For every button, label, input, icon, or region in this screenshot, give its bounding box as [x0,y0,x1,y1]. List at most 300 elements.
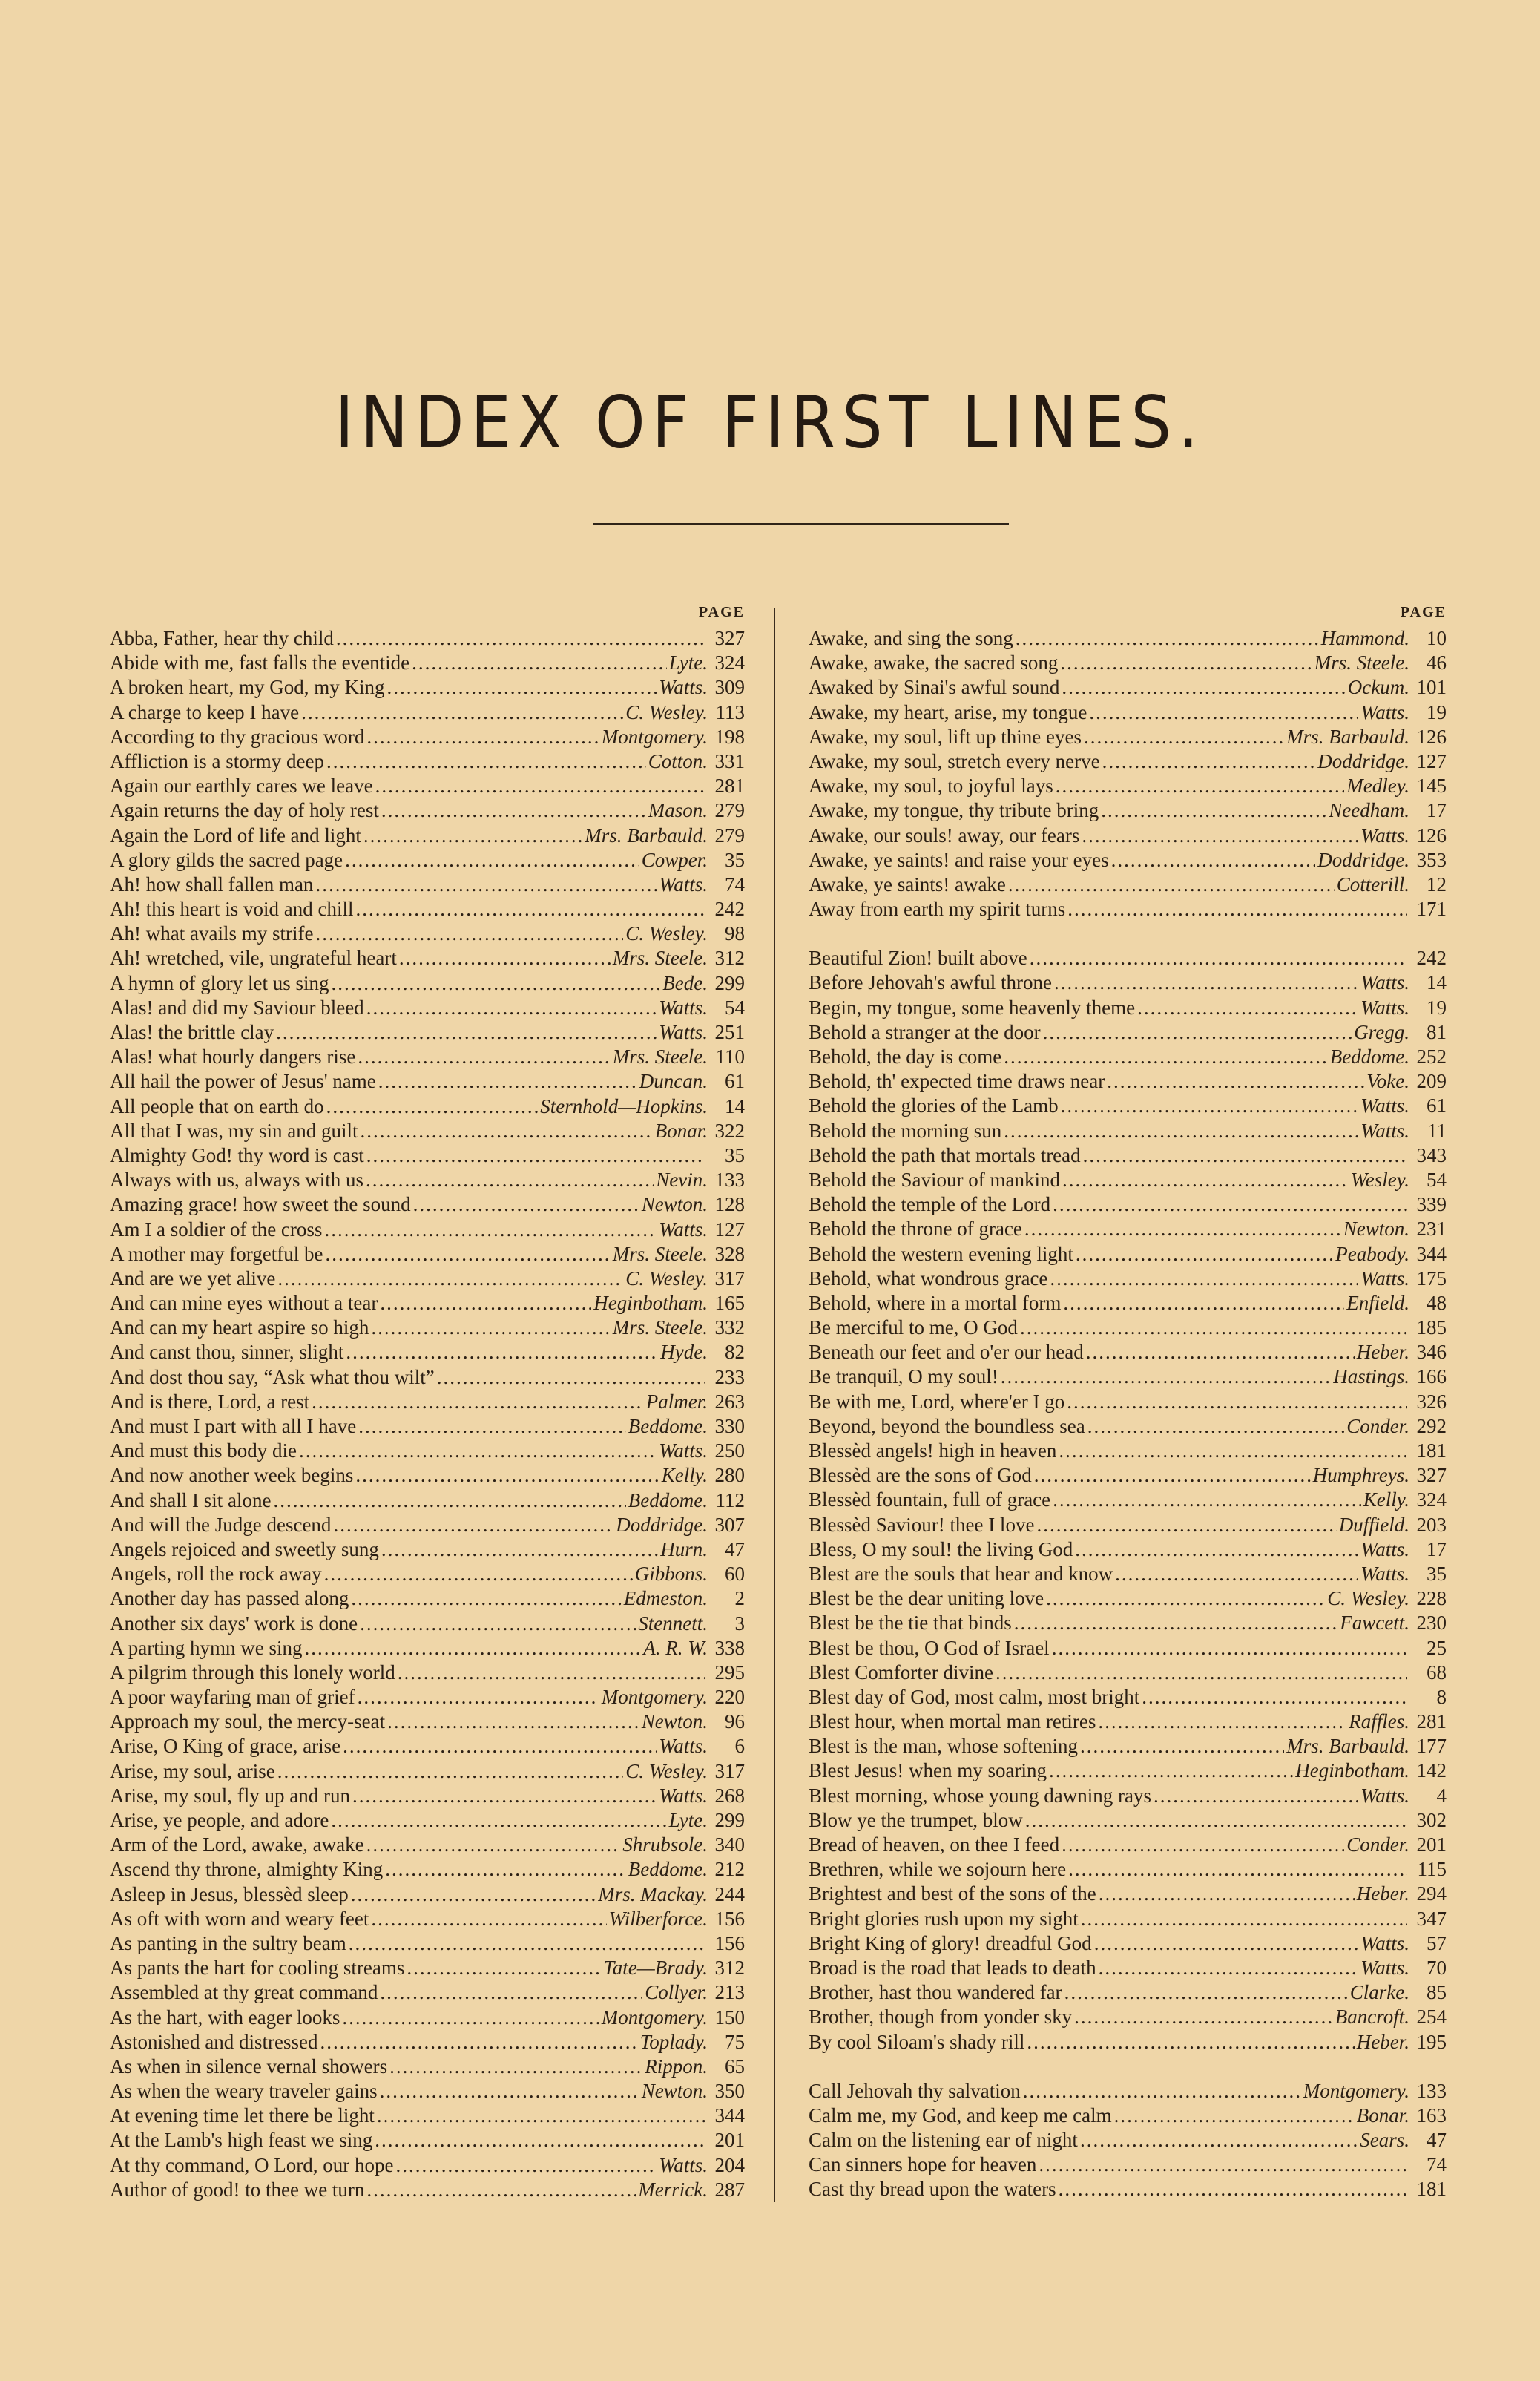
dot-leader [355,1463,659,1488]
author-name: Watts. [659,1784,708,1807]
first-line: And shall I sit alone [110,1488,272,1511]
first-line: Blest is the man, whose softening [809,1735,1078,1758]
dot-leader [360,1612,636,1636]
author-name: Watts. [1360,1094,1409,1117]
first-line: Blest be the tie that binds [809,1612,1012,1635]
page-number: 65 [725,2055,745,2078]
first-line: Calm on the listening ear of night [809,2129,1078,2152]
dot-leader [1061,1094,1359,1118]
first-line: All that I was, my sin and guilt [110,1119,358,1142]
page-number: 25 [1427,1636,1447,1659]
index-entry [809,1390,1447,1414]
first-line: Blessèd are the sons of God [809,1464,1032,1487]
dot-leader [333,1513,613,1537]
first-line: Behold the Saviour of mankind [809,1168,1060,1191]
first-line: Blest are the souls that hear and know [809,1562,1113,1585]
dot-leader [1014,1611,1338,1635]
page-number: 299 [714,1809,745,1831]
index-entry [110,1710,745,1734]
author-name: Sears. [1360,2129,1409,2152]
dot-leader [407,1956,601,1980]
dot-leader [437,1365,705,1390]
page-number: 46 [1427,651,1447,674]
page-number: 198 [714,725,745,748]
dot-leader [315,873,657,897]
dot-leader [360,1119,652,1143]
index-entry [809,1562,1447,1586]
author-name: Watts. [1360,700,1409,723]
page-number: 11 [1427,1119,1447,1142]
dot-leader [1082,824,1358,848]
dot-leader [366,996,657,1020]
dot-leader [1067,1390,1407,1414]
dot-leader [304,1636,641,1661]
first-line: Alas! and did my Saviour bleed [110,996,364,1019]
page-number: 74 [1427,2153,1447,2176]
page-number: 96 [725,1710,745,1733]
dot-leader [1008,873,1335,897]
author-name: Toplady. [639,2030,708,2053]
page-number: 281 [1416,1710,1447,1733]
first-line: A mother may forgetful be [110,1242,323,1265]
page-column-heading: PAGE [1400,604,1447,620]
dot-leader [1076,1242,1333,1267]
page-number: 35 [725,848,745,871]
index-entry [110,1612,745,1636]
dot-leader [1053,1192,1407,1217]
first-line: Awake, our souls! away, our fears [809,824,1080,847]
page-number: 156 [714,1931,745,1954]
page-number: 48 [1427,1291,1447,1314]
author-name: Kelly. [1363,1488,1409,1511]
author-name: Beddome. [628,1858,708,1881]
author-name: Newton. [641,1710,708,1733]
first-line: Abide with me, fast falls the eventide [110,651,410,674]
dot-leader [363,824,582,848]
dot-leader [1062,1833,1344,1857]
author-name: Montgomery. [1303,2079,1409,2102]
dot-leader [277,1759,624,1784]
author-name: Watts. [659,873,708,896]
author-name: Needham. [1329,799,1409,822]
author-name: Mrs. Barbauld. [1286,725,1409,748]
page-number: 317 [714,1759,745,1782]
index-entry [809,1808,1447,1833]
index-entry [809,1661,1447,1685]
dot-leader [331,1808,666,1833]
index-entry [809,1020,1447,1045]
author-name: Doddridge. [1317,749,1409,772]
first-line: Angels, roll the rock away [110,1563,322,1586]
dot-leader [1137,996,1358,1020]
dot-leader [1059,2177,1407,2201]
dot-leader [1049,1758,1293,1783]
author-name: Doddridge. [616,1513,708,1536]
dot-leader [1114,2104,1355,2128]
first-line: Brother, hast thou wandered far [809,1981,1062,2004]
author-name: Hurn. [660,1537,708,1560]
dot-leader [1052,1636,1407,1661]
first-line: Can sinners hope for heaven [809,2153,1037,2176]
first-line: Begin, my tongue, some heavenly theme [809,996,1136,1019]
author-name: Bancroft. [1335,2006,1409,2029]
dot-leader [325,1242,610,1267]
dot-leader [349,1931,705,1956]
author-name: Watts. [1360,1119,1409,1142]
dot-leader [1081,1907,1407,1931]
first-line: Approach my soul, the mercy-seat [110,1710,386,1733]
index-entry [110,1242,745,1267]
dot-leader [1001,1364,1331,1389]
left-column [110,604,745,2202]
dot-leader [345,848,639,873]
dot-leader [315,922,623,946]
page-number: 339 [1416,1193,1447,1216]
dot-leader [1083,1143,1407,1168]
author-name: Stennett. [638,1612,708,1635]
author-name: Kelly. [661,1464,708,1487]
page-number: 47 [1427,2129,1447,2152]
index-entry [110,675,745,700]
dot-leader [320,2030,637,2055]
author-name: Hyde. [660,1341,708,1364]
first-line: And can my heart aspire so high [110,1316,369,1339]
index-entry [809,1364,1447,1389]
dot-leader [277,1267,623,1291]
index-entry [809,1192,1447,1217]
page-number: 195 [1416,2030,1447,2053]
index-entry [110,996,745,1020]
index-entry [809,1956,1447,1980]
first-line: Awake, my soul, lift up thine eyes [809,725,1082,748]
page-number: 213 [714,1981,745,2004]
dot-leader [1027,2030,1354,2055]
author-name: C. Wesley. [1327,1587,1409,1610]
author-name: Mrs. Barbauld. [1286,1735,1409,1758]
author-name: Watts. [1360,1562,1409,1585]
dot-leader [1062,1168,1349,1192]
index-entry [110,946,745,971]
page-number: 61 [725,1070,745,1093]
first-line: Arise, ye people, and adore [110,1809,329,1831]
dot-leader [378,1069,637,1094]
index-entry [110,2178,745,2202]
index-entry [110,2079,745,2104]
dot-leader [366,1143,705,1168]
author-name: Watts. [1360,1784,1409,1807]
page-number: 17 [1427,1537,1447,1560]
index-entry [809,798,1447,823]
author-name: C. Wesley. [625,1267,708,1290]
page-number: 220 [714,1686,745,1709]
first-line: Blest Jesus! when my soaring [809,1759,1047,1782]
page-number: 344 [714,2104,745,2127]
page-number: 228 [1416,1587,1447,1610]
dot-leader [1046,1586,1325,1611]
page-number: 346 [1416,1341,1447,1364]
dot-leader [1020,1316,1407,1340]
author-name: Shrubsole. [622,1833,708,1856]
page-title: INDEX OF FIRST LINES. [335,381,1205,464]
index-entry [110,1980,745,2005]
dot-leader [1080,2128,1358,2152]
page-number: 17 [1427,799,1447,822]
index-entry [110,2006,745,2030]
index-entry [110,1759,745,1784]
index-entry [110,897,745,922]
page-number: 250 [714,1439,745,1462]
author-name: Watts. [659,676,708,699]
first-line: Bright glories rush upon my sight [809,1907,1079,1930]
first-line: Beyond, beyond the boundless sea [809,1414,1085,1437]
author-name: Mason. [648,799,708,822]
author-name: Montgomery. [601,2006,708,2029]
author-name: C. Wesley. [625,700,708,723]
dot-leader [1056,774,1345,798]
first-line: According to thy gracious word [110,725,365,748]
page-number: 3 [734,1612,745,1635]
index-entry [809,1316,1447,1340]
index-entry [809,824,1447,848]
first-line: A charge to keep I have [110,700,300,723]
page-number: 324 [1416,1488,1447,1511]
page-number: 74 [725,873,745,896]
first-line: Behold the throne of grace [809,1218,1022,1241]
dot-leader [352,1784,657,1808]
author-name: Palmer. [645,1390,708,1413]
dot-leader [324,1218,657,1242]
page-number: 150 [714,2006,745,2029]
first-line: Arise, O King of grace, arise [110,1735,341,1758]
first-line: Blest Comforter divine [809,1661,993,1684]
first-line: And must I part with all I have [110,1415,357,1437]
index-entry [809,1045,1447,1069]
author-name: Cowper. [641,848,708,871]
page-number: 175 [1416,1267,1447,1290]
first-line: And now another week begins [110,1464,354,1487]
author-name: Watts. [659,1021,708,1043]
author-name: Enfield. [1346,1291,1409,1314]
author-name: Watts. [1360,971,1409,994]
author-name: Bonar. [1356,2104,1409,2127]
index-entry [809,1094,1447,1118]
page-number: 331 [714,749,745,772]
author-name: Merrick. [638,2178,708,2201]
index-entry [809,971,1447,995]
first-line: Beneath our feet and o'er our head [809,1341,1084,1364]
first-line: Arise, my soul, arise [110,1759,275,1782]
dot-leader [1099,1882,1355,1906]
author-name: Watts. [659,2153,708,2176]
index-entry [110,1808,745,1833]
author-name: Watts. [1360,824,1409,847]
author-name: Mrs. Steele. [1314,651,1409,674]
dot-leader [385,1857,626,1882]
first-line: Author of good! to thee we turn [110,2178,365,2201]
dot-leader [399,946,611,971]
page-number: 328 [714,1242,745,1265]
page-number: 126 [1416,725,1447,748]
index-entry [809,774,1447,798]
first-line: And canst thou, sinner, slight [110,1341,344,1364]
author-name: A. R. W. [643,1636,708,1659]
page-number: 242 [1416,947,1447,970]
dot-leader [1004,1045,1328,1069]
first-line: And will the Judge descend [110,1513,332,1536]
first-line: Angels rejoiced and sweetly sung [110,1537,379,1560]
dot-leader [1050,1267,1358,1291]
page-number: 128 [714,1193,745,1216]
page-number: 113 [715,700,745,723]
page-number: 312 [714,1957,745,1980]
page-number: 165 [714,1292,745,1315]
first-line: All hail the power of Jesus' name [110,1070,376,1093]
first-line: Ascend thy throne, almighty King [110,1858,384,1881]
first-line: Abba, Father, hear thy child [110,627,334,649]
page-number: 171 [1416,898,1447,921]
first-line: Behold, where in a mortal form [809,1291,1062,1314]
index-entry [110,1119,745,1143]
index-entry [110,1316,745,1340]
index-entry [110,1143,745,1168]
first-line: Blest morning, whose young dawning rays [809,1784,1151,1807]
dot-leader [358,1045,610,1069]
page-number: 338 [714,1636,745,1659]
first-line: As oft with worn and weary feet [110,1907,369,1930]
dot-leader [381,798,646,823]
page-number: 322 [714,1119,745,1142]
index-entry [110,2030,745,2055]
author-name: Watts. [1360,1931,1409,1954]
index-entry [809,946,1447,971]
index-entry [110,725,745,749]
author-name: Watts. [1360,996,1409,1019]
first-line: Be tranquil, O my soul! [809,1365,998,1388]
first-line: As the hart, with eager looks [110,2006,340,2029]
page-number: 142 [1416,1759,1447,1782]
first-line: Behold the western evening light [809,1242,1073,1265]
dot-leader [1039,2152,1407,2177]
first-line: Blest be thou, O God of Israel [809,1636,1050,1659]
dot-leader [1101,798,1326,823]
index-entry [809,725,1447,749]
first-line: Behold, th' expected time draws near [809,1070,1105,1093]
index-entry [110,2055,745,2079]
first-line: Brethren, while we sojourn here [809,1858,1067,1881]
page-number: 112 [715,1488,745,1511]
index-entry [110,971,745,996]
index-entry [110,873,745,897]
dot-leader [1098,1710,1346,1734]
dot-leader [996,1661,1407,1685]
first-line: Bright King of glory! dreadful God [809,1931,1092,1954]
author-name: Heginbotham. [593,1292,708,1315]
index-entry [809,700,1447,725]
index-entry [110,1562,745,1586]
index-entry [110,1513,745,1537]
index-entry [110,1857,745,1882]
page-number: 251 [714,1021,745,1043]
index-entry [110,2128,745,2152]
page-number: 68 [1427,1661,1447,1684]
page-number: 307 [714,1513,745,1536]
dot-leader [1023,2079,1301,2104]
first-line: Call Jehovah thy salvation [809,2079,1021,2102]
page-number: 12 [1427,873,1447,896]
dot-leader [299,1439,657,1463]
page-number: 244 [714,1882,745,1905]
dot-leader [1053,1488,1361,1512]
author-name: Mrs. Mackay. [598,1882,708,1905]
page-number: 326 [1416,1390,1447,1413]
author-name: Medley. [1346,775,1409,798]
dot-leader [358,1685,599,1710]
first-line: Again returns the day of holy rest [110,799,379,822]
dot-leader [1036,1513,1336,1537]
dot-leader [1054,971,1358,995]
dot-leader [412,651,666,675]
first-line: Awake, and sing the song [809,627,1013,649]
page-number: 4 [1436,1784,1447,1807]
dot-leader [1094,1931,1359,1956]
first-line: By cool Siloam's shady rill [809,2030,1025,2053]
first-line: Am I a soldier of the cross [110,1218,323,1241]
page-number: 324 [714,651,745,674]
author-name: Clarke. [1349,1981,1409,2004]
first-line: At evening time let there be light [110,2104,375,2127]
index-entry [809,1882,1447,1906]
dot-leader [389,2055,642,2079]
first-line: Be merciful to me, O God [809,1316,1018,1339]
index-entry [809,848,1447,873]
index-entry [809,1980,1447,2005]
index-entry [110,1439,745,1463]
page-number: 347 [1416,1907,1447,1930]
author-name: Mrs. Steele. [612,1242,708,1265]
first-line: Blessèd angels! high in heaven [809,1439,1057,1462]
index-entry [809,1463,1447,1488]
page-number: 127 [1416,749,1447,772]
dot-leader [332,971,661,996]
index-entry [110,1488,745,1513]
author-name: Lyte. [668,1809,708,1831]
first-line: Away from earth my spirit turns [809,898,1066,921]
index-entry [110,1636,745,1661]
dot-leader [326,749,646,774]
page-number: 185 [1416,1316,1447,1339]
first-line: A poor wayfaring man of grief [110,1686,355,1709]
first-line: Blessèd Saviour! thee I love [809,1513,1035,1536]
dot-leader [1025,1808,1407,1833]
page-number: 98 [725,922,745,945]
author-name: Mrs. Barbauld. [585,824,708,847]
first-line: And is there, Lord, a rest [110,1390,310,1413]
page-number: 70 [1427,1956,1447,1979]
page-number: 8 [1436,1685,1447,1708]
title-rule [593,523,1009,525]
first-line: Another day has passed along [110,1587,349,1610]
index-entry [809,749,1447,774]
page-number: 60 [725,1563,745,1586]
author-name: Watts. [659,1439,708,1462]
dot-leader [346,1340,658,1364]
page-number: 292 [1416,1414,1447,1437]
index-entry [809,1143,1447,1168]
first-line: As when the weary traveler gains [110,2080,378,2103]
page-number: 353 [1416,848,1447,871]
first-line: A glory gilds the sacred page [110,848,343,871]
dot-leader [1062,675,1345,700]
